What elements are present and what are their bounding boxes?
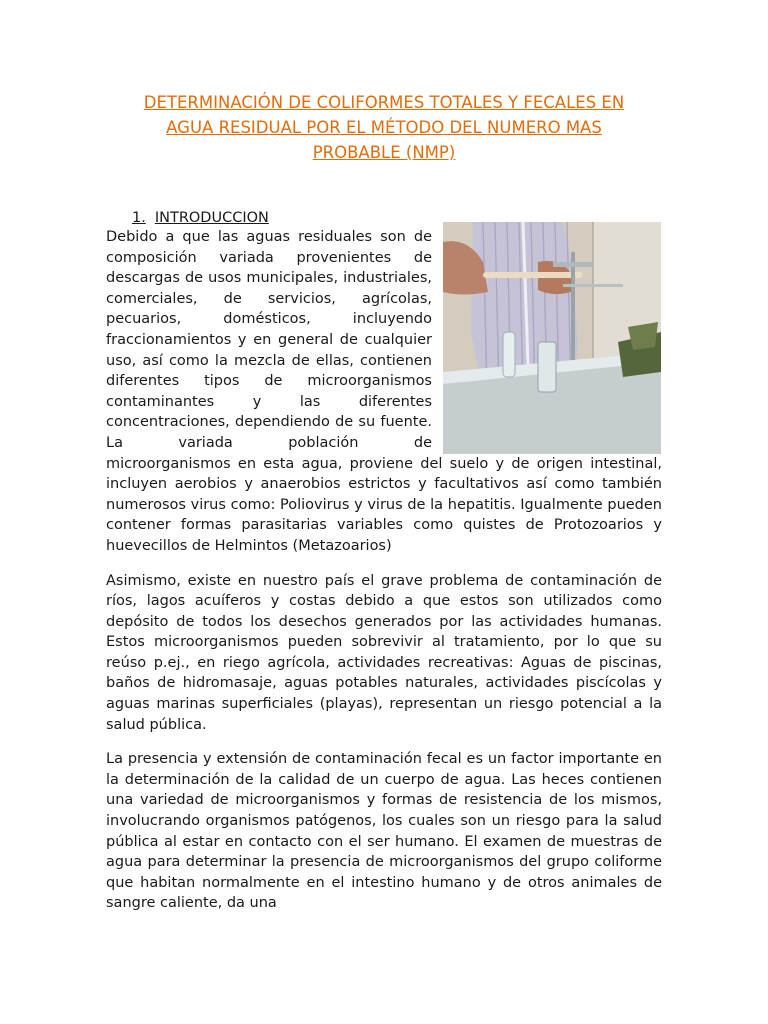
paragraph-3: La presencia y extensión de contaminación fecal es un factor importante en la determinación de la calidad de un cuerpo de agua. Las heces contienen una variedad de microorganismos y formas de resistencia de los mismos, involucrando organismos patógenos, los cuales son un riesgo para la salud pública al estar en contacto con el ser humano. El examen de muestras de agua para determinar la presencia de microorganismos del grupo coliforme que habitan normalmente en el intestino humano y de otros animales de sangre caliente, da una (106, 751, 662, 912)
document-body (106, 227, 662, 928)
document-title (100, 90, 668, 165)
title-line-2: AGUA RESIDUAL POR EL MÉTODO DEL NUMERO MAS (166, 118, 602, 137)
title-line-3: PROBABLE (NMP) (312, 143, 456, 162)
section-title: INTRODUCCION (154, 210, 269, 226)
paragraph-1-wrapped (106, 227, 432, 454)
paragraph-1-rest: microorganismos en esta agua, proviene del suelo y de origen intestinal, incluyen aerobios y anaerobios estrictos y facultativos así como también numerosos virus como: Poliovirus y virus de la hepatitis. Igualmente pueden contener formas parasitarias variables como quistes de Protozoarios y huevecillos de Helmintos (Metazoarios) (106, 455, 662, 554)
paragraph-1-wrapped-text: Debido a que las aguas residuales son de composición variada provenientes de descargas de usos municipales, industriales, comerciales, de servicios, agrícolas, pecuarios, domésticos, incluyendo fraccionamientos y en general de cualquier uso, así como la mezcla de ellas, contienen diferentes tipos de microorganismos contaminantes y las diferentes concentraciones, dependiendo de su fuente. La variada población de (106, 229, 432, 451)
paragraph-2: Asimismo, existe en nuestro país el grave problema de contaminación de ríos, lagos acuíferos y costas debido a que estos son utilizados como depósito de todos los desechos generados por las actividades humanas. Estos microorganismos pueden sobrevivir al tratamiento, por lo que su reúso p.ej., en riego agrícola, actividades recreativas: Aguas de piscinas, baños de hidromasaje, aguas potables naturales, actividades piscícolas y aguas marinas superficiales (playas), representan un riesgo potencial a la salud pública. (106, 572, 662, 733)
title-line-1: DETERMINACIÓN DE COLIFORMES TOTALES Y FECALES EN (143, 93, 625, 112)
section-number: 1. (132, 210, 146, 226)
section-heading (132, 208, 269, 228)
paragraph-1 (106, 227, 662, 557)
